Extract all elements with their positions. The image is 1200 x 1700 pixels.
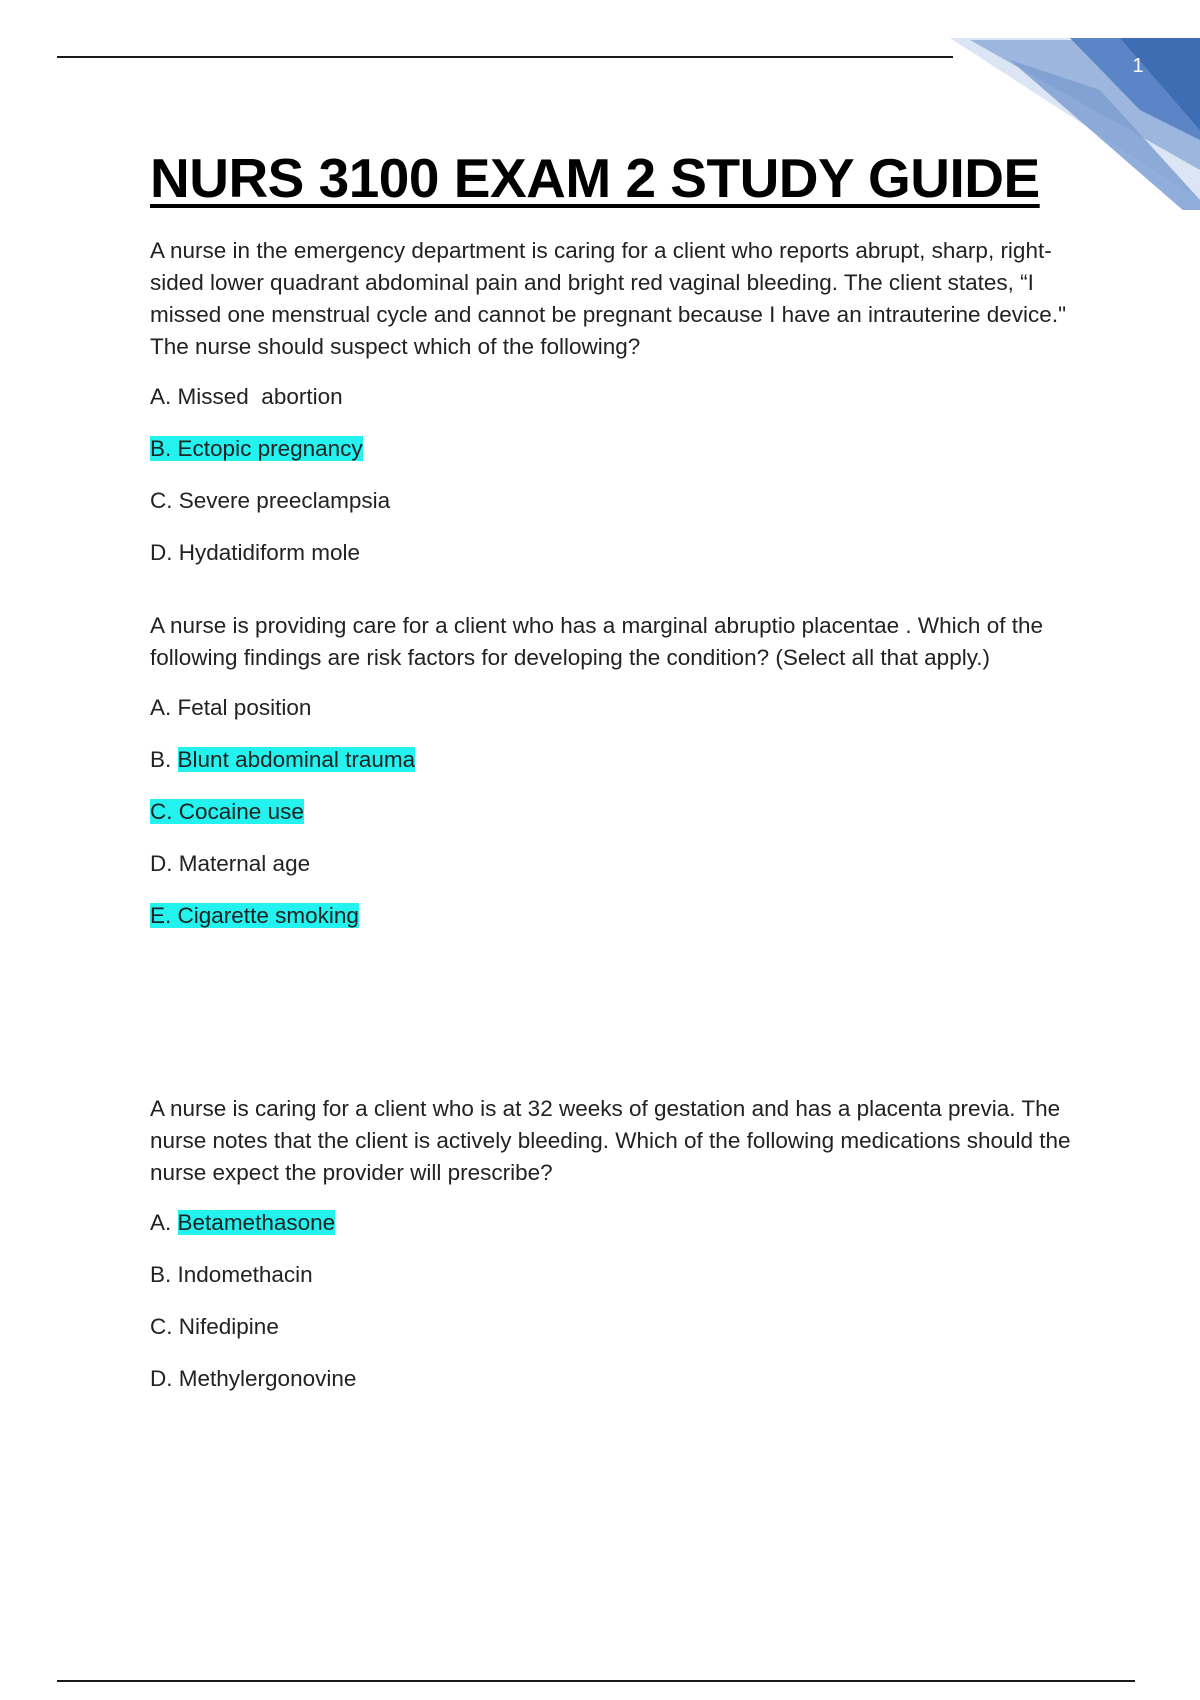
answer-option (150, 692, 1075, 744)
option-letter: C. (150, 1314, 173, 1339)
option-letter: E. (150, 903, 172, 928)
document-body (150, 235, 1075, 1415)
answer-option-highlighted (150, 1207, 1075, 1259)
footer-rule (57, 1680, 1135, 1682)
option-text: Maternal age (178, 851, 311, 876)
option-text: Betamethasone (177, 1210, 336, 1235)
answer-option-highlighted (150, 796, 1075, 848)
option-text: Cigarette smoking (177, 903, 359, 928)
document-title: NURS 3100 EXAM 2 STUDY GUIDE (150, 147, 1040, 209)
option-letter: C. (150, 488, 173, 513)
answer-option (150, 381, 1075, 433)
option-letter: A. (150, 695, 172, 720)
option-letter: D. (150, 540, 173, 565)
option-text: Indomethacin (177, 1262, 313, 1287)
option-letter: D. (150, 851, 173, 876)
answer-option (150, 1311, 1075, 1363)
question-block (150, 1093, 1075, 1415)
answer-options (150, 381, 1075, 589)
question-stem: A nurse in the emergency department is caring for a client who reports abrupt, sharp, right-sided lower quadrant abdominal pain and bright red vaginal bleeding. The client states, “I missed one menstrual cycle and cannot be pregnant because I have an intrauterine device." The nurse should suspect which of the following? (150, 238, 1067, 359)
answer-option (150, 848, 1075, 900)
answer-options (150, 692, 1075, 952)
question-stem: A nurse is caring for a client who is at 32 weeks of gestation and has a placenta previa. The nurse notes that the client is actively bleeding. Which of the following medications should the nurse expect the provider will prescribe? (150, 1096, 1071, 1185)
option-letter: A. (150, 384, 172, 409)
question-stem: A nurse is providing care for a client who has a marginal abruptio placentae . Which of the following findings are risk factors for developing the condition? (Select all that apply.) (150, 613, 1043, 670)
answer-option-highlighted (150, 744, 1075, 796)
option-letter: C. (150, 799, 173, 824)
option-text: Nifedipine (178, 1314, 279, 1339)
option-text: Cocaine use (178, 799, 304, 824)
highlighted-answer (150, 436, 363, 461)
answer-option-highlighted (150, 433, 1075, 485)
option-text: Blunt abdominal trauma (177, 747, 416, 772)
option-letter: B. (150, 747, 172, 772)
option-text: Hydatidiform mole (178, 540, 361, 565)
answer-option (150, 1363, 1075, 1415)
option-letter: D. (150, 1366, 173, 1391)
option-text: Fetal position (177, 695, 312, 720)
page-number: 1 (1132, 55, 1144, 77)
header-rule (57, 56, 953, 58)
answer-option (150, 485, 1075, 537)
option-text: Methylergonovine (178, 1366, 357, 1391)
answer-option-highlighted (150, 900, 1075, 952)
answer-options (150, 1207, 1075, 1415)
question-block (150, 235, 1075, 610)
question-block (150, 610, 1075, 1093)
option-letter: B. (150, 1262, 172, 1287)
highlighted-answer (150, 799, 304, 824)
option-letter: A. (150, 1210, 172, 1235)
answer-option (150, 537, 1075, 589)
answer-option (150, 1259, 1075, 1311)
option-text: Missed abortion (177, 384, 343, 409)
option-text: Severe preeclampsia (178, 488, 391, 513)
option-text: Ectopic pregnancy (177, 436, 363, 461)
highlighted-answer (150, 903, 359, 928)
option-letter: B. (150, 436, 172, 461)
